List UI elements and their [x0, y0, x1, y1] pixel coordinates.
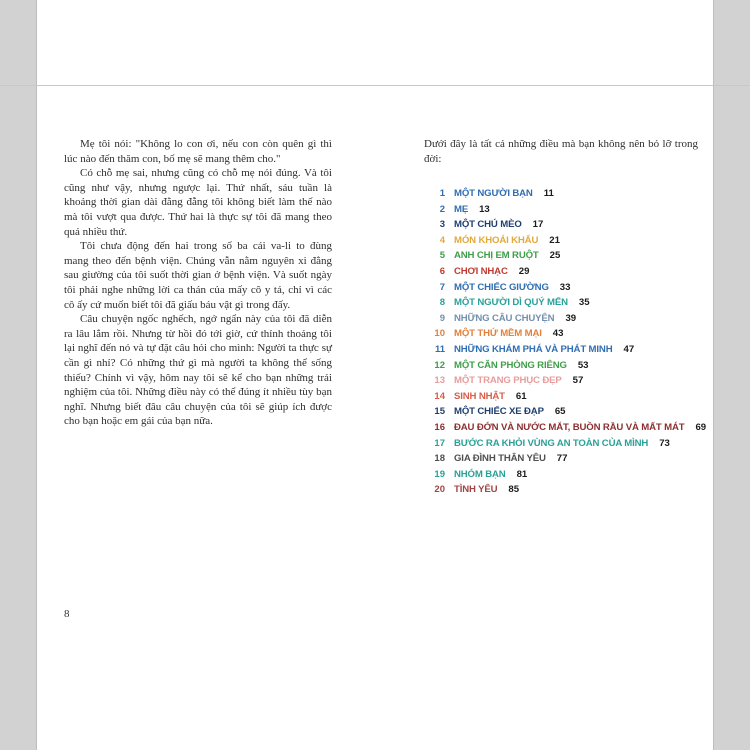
toc-entry-title: ANH CHỊ EM RUỘT [454, 250, 539, 262]
toc-entry-number: 2 [439, 203, 445, 215]
toc-entry-title: TÌNH YÊU [454, 484, 498, 496]
toc-entry-title: MÓN KHOÁI KHẨU [454, 234, 539, 246]
toc-entry-number: 5 [439, 250, 445, 262]
toc-entry-page: 21 [549, 234, 560, 246]
body-paragraph: Câu chuyện ngốc nghếch, ngớ ngẩn này của tôi đã diễn ra lâu lắm rồi. Nhưng từ hồi đó tới giờ, cứ thỉnh thoảng tôi lại nghĩ đến nó và tự đặt câu hỏi cho mình: Người ta thực sự cần gì nhỉ? Có những thứ gì mà người ta không thể sống thiếu? Chính vì vậy, hôm nay tôi sẽ kể cho bạn những trải nghiệm của tôi. Những điều này có thể đúng ít nhiều tùy bạn nghĩ. Nhưng biết đâu câu chuyện của tôi sẽ giúp ích được cho bạn hoặc em gái của bạn nữa. [64, 313, 332, 428]
toc-entry-page: 25 [549, 250, 561, 262]
toc-entry [424, 342, 714, 358]
toc-entry-title: ĐAU ĐỚN VÀ NƯỚC MẮT, BUỒN RẦU VÀ MẤT MÁT [454, 421, 685, 433]
page-top-edge-line [0, 85, 750, 86]
left-page [64, 137, 332, 429]
toc-entry-number: 16 [434, 421, 445, 433]
toc-entry-page: 17 [532, 219, 544, 231]
toc-entry-title: MẸ [454, 203, 469, 215]
toc-entry-page: 33 [559, 281, 571, 293]
toc-entry-number: 7 [439, 281, 445, 293]
toc-entry-page: 73 [659, 437, 670, 449]
toc-entry [424, 280, 714, 296]
toc-entry-page: 69 [695, 421, 707, 433]
toc-entry [424, 467, 714, 483]
toc-entry-title: MỘT THỨ MỀM MẠI [454, 328, 542, 340]
toc-entry [424, 373, 714, 389]
toc-entry-title: NHỮNG KHÁM PHÁ VÀ PHÁT MINH [454, 343, 613, 355]
toc-entry-number: 20 [434, 484, 445, 496]
toc-entry-title: CHƠI NHẠC [454, 265, 508, 277]
toc-entry-number: 3 [439, 219, 445, 231]
toc-entry [424, 264, 714, 280]
toc-entry-number: 10 [434, 328, 445, 340]
toc-entry-page: 43 [552, 328, 564, 340]
toc-entry-page: 35 [578, 297, 590, 309]
toc-entry [424, 186, 714, 202]
left-page-text-block [64, 137, 332, 429]
toc-entry-page: 53 [577, 359, 589, 371]
toc-entry-number: 13 [434, 375, 445, 387]
toc-entry-number: 18 [434, 453, 445, 465]
toc-entry-title: NHỮNG CÂU CHUYỆN [454, 312, 555, 324]
toc-entry-title: MỘT TRANG PHỤC ĐẸP [454, 375, 562, 387]
toc-entry-title: NHÓM BẠN [454, 468, 506, 480]
toc-entry-title: MỘT CHÚ MÈO [454, 219, 522, 231]
toc-entry-number: 1 [439, 188, 445, 199]
toc-entry [424, 295, 714, 311]
toc-entry-number: 12 [434, 359, 445, 371]
background-left-edge [0, 0, 37, 750]
toc-entry-page: 47 [623, 343, 635, 355]
toc-entry [424, 326, 714, 342]
toc-entry [424, 404, 714, 420]
toc-entry-title: SINH NHẬT [454, 390, 505, 402]
body-paragraph: Có chỗ mẹ sai, nhưng cũng có chỗ mẹ nói đúng. Và tôi cũng như vậy, nhưng ngược lại. Thứ nhất, sáu tuần là khoảng thời gian dài đằng đẵng tôi không biết làm thế nào mà tôi vượt qua được. Thứ hai là thực sự tôi đã mang theo quá nhiều thứ. [64, 167, 332, 238]
background-right-edge [713, 0, 750, 750]
toc-entry [424, 420, 714, 436]
toc-entry-page: 85 [508, 484, 520, 496]
toc-entry-number: 4 [439, 234, 445, 246]
toc-entry-number: 19 [434, 468, 445, 480]
toc-entry-page: 13 [479, 203, 490, 215]
toc-entry [424, 358, 714, 374]
toc-entry-number: 8 [439, 297, 445, 309]
toc-entry-title: MỘT NGƯỜI BẠN [454, 188, 533, 199]
toc-entry-title: MỘT CĂN PHÒNG RIÊNG [454, 359, 567, 371]
toc-entry-title: MỘT CHIẾC XE ĐẠP [454, 406, 544, 418]
toc-entry-page: 77 [556, 453, 568, 465]
right-page [424, 137, 714, 498]
body-paragraph: Tôi chưa động đến hai trong số ba cái va-li to đùng mang theo đến bệnh viện. Chúng vẫn nằm nguyên xi đằng sau giường của tôi suốt thời gian ở bệnh viện. Và suốt ngày tôi phải nghe những lời ca thán của mấy cô y tá, chỉ vì các cô ấy cứ muốn biết tôi đã giấu báu vật gì trong đấy. [64, 240, 332, 311]
toc-entry-page: 65 [554, 406, 566, 418]
toc-entry-title: GIA ĐÌNH THÂN YÊU [454, 453, 546, 465]
toc-entry [424, 451, 714, 467]
toc-entry [424, 311, 714, 327]
toc-entry-title: BƯỚC RA KHỎI VÙNG AN TOÀN CỦA MÌNH [454, 437, 649, 449]
toc-entry [424, 436, 714, 452]
toc-entry-number: 15 [434, 406, 445, 418]
toc-entry-number: 14 [434, 390, 445, 402]
toc-entry-number: 17 [434, 437, 445, 449]
toc-entry-title: MỘT NGƯỜI DÌ QUÝ MẾN [454, 297, 568, 309]
toc-entry [424, 389, 714, 405]
toc-entry-page: 29 [518, 265, 530, 277]
toc-entry [424, 202, 714, 218]
toc-entry-page: 57 [572, 375, 584, 387]
toc-entry-number: 11 [434, 343, 445, 355]
toc-entry [424, 248, 714, 264]
body-paragraph: Mẹ tôi nói: "Không lo con ơi, nếu con còn quên gì thì lúc nào đến thăm con, bố mẹ sẽ mang thêm cho." [64, 138, 332, 165]
toc-entry [424, 482, 714, 498]
toc-entry-page: 11 [543, 188, 554, 199]
table-of-contents [424, 186, 714, 498]
toc-entry-number: 9 [439, 312, 445, 324]
toc-intro-text: Dưới đây là tất cả những điều mà bạn không nên bỏ lỡ trong đời: [424, 138, 698, 165]
toc-entry [424, 217, 714, 233]
toc-entry-number: 6 [439, 265, 445, 277]
toc-entry-page: 39 [565, 312, 577, 324]
toc-entry-page: 81 [516, 468, 528, 480]
toc-entry-title: MỘT CHIẾC GIƯỜNG [454, 281, 549, 293]
toc-entry-page: 61 [515, 390, 527, 402]
page-number-left: 8 [64, 608, 70, 620]
toc-entry [424, 233, 714, 249]
